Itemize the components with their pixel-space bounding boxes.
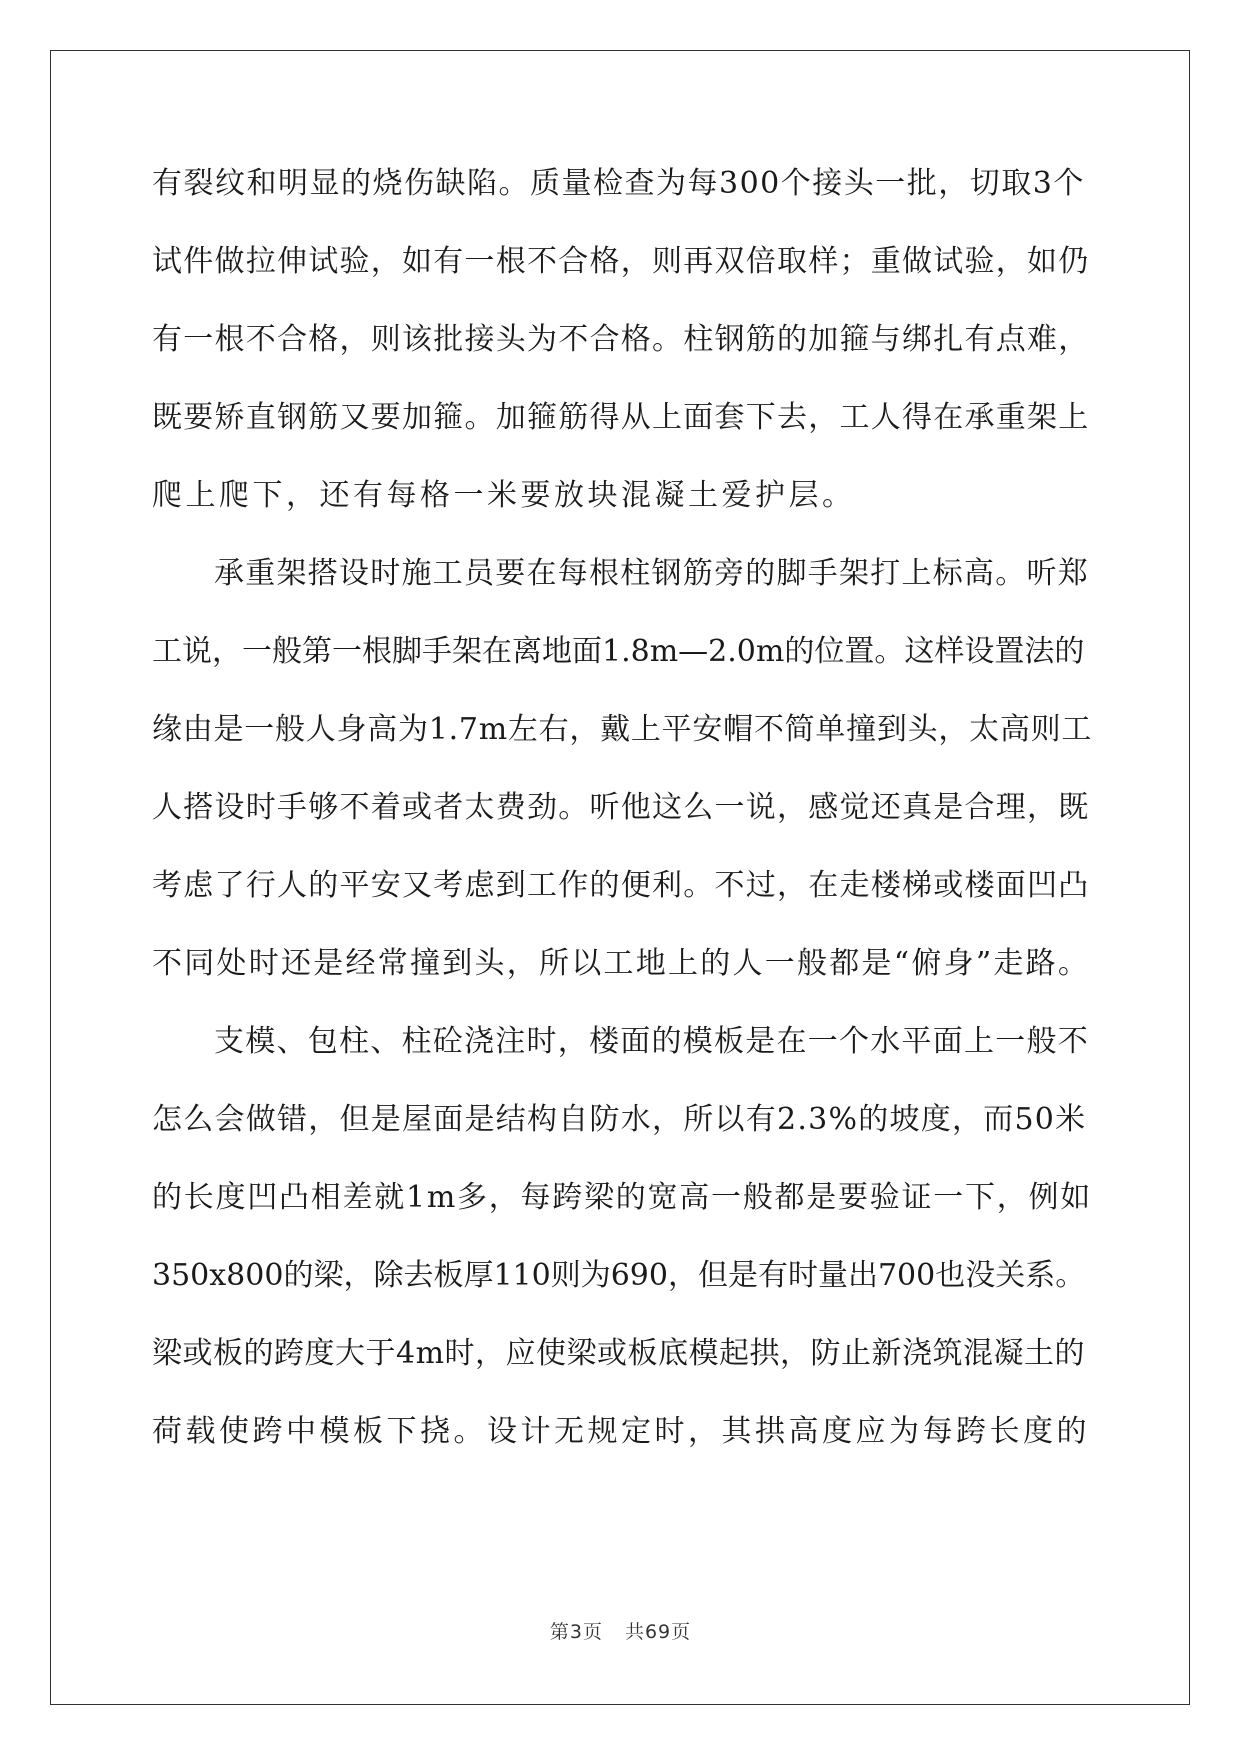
text-line-2: 试件做拉伸试验，如有一根不合格，则再双倍取样；重做试验，如仍	[152, 244, 1090, 279]
page-number: 第3页	[549, 1621, 603, 1643]
text-line-4: 既要矫直钢筋又要加箍。加箍筋得从上面套下去，工人得在承重架上	[152, 400, 1090, 435]
text-line-11: 不同处时还是经常撞到头，所以工地上的人一般都是“俯身”走路。	[152, 946, 1091, 981]
text-line-17: 荷载使跨中模板下挠。设计无规定时，其拱高度应为每跨长度的	[152, 1414, 1090, 1449]
text-line-9: 人搭设时手够不着或者太费劲。听他这么一说，感觉还真是合理，既	[152, 790, 1090, 825]
document-body	[152, 158, 1092, 1484]
text-line-16: 梁或板的跨度大于4m时，应使梁或板底模起拱，防止新浇筑混凝土的	[152, 1336, 1086, 1371]
text-line-8: 缘由是一般人身高为1.7m左右，戴上平安帽不简单撞到头，太高则工	[152, 712, 1093, 747]
text-line-6: 承重架搭设时施工员要在每根柱钢筋旁的脚手架打上标高。听郑	[214, 556, 1089, 591]
text-line-1: 有裂纹和明显的烧伤缺陷。质量检查为每300个接头一批，切取3个	[152, 166, 1085, 201]
text-line-12: 支模、包柱、柱砼浇注时，楼面的模板是在一个水平面上一般不	[214, 1024, 1089, 1059]
text-line-10: 考虑了行人的平安又考虑到工作的便利。不过，在走楼梯或楼面凹凸	[152, 868, 1090, 903]
text-line-14: 的长度凹凸相差就1m多，每跨梁的宽高一般都是要验证一下，例如	[152, 1180, 1093, 1215]
text-line-15: 350x800的梁，除去板厚110则为690，但是有时量出700也没关系。	[152, 1258, 1086, 1293]
page-footer	[0, 1617, 1241, 1644]
text-line-3: 有一根不合格，则该批接头为不合格。柱钢筋的加箍与绑扎有点难，	[152, 322, 1090, 357]
text-line-7: 工说，一般第一根脚手架在离地面1.8m—2.0m的位置。这样设置法的	[152, 634, 1085, 669]
total-pages: 共69页	[624, 1621, 692, 1643]
text-line-13: 怎么会做错，但是屋面是结构自防水，所以有2.3%的坡度，而50米	[152, 1102, 1087, 1137]
text-line-5: 爬上爬下，还有每格一米要放块混凝土爱护层。	[152, 478, 856, 513]
